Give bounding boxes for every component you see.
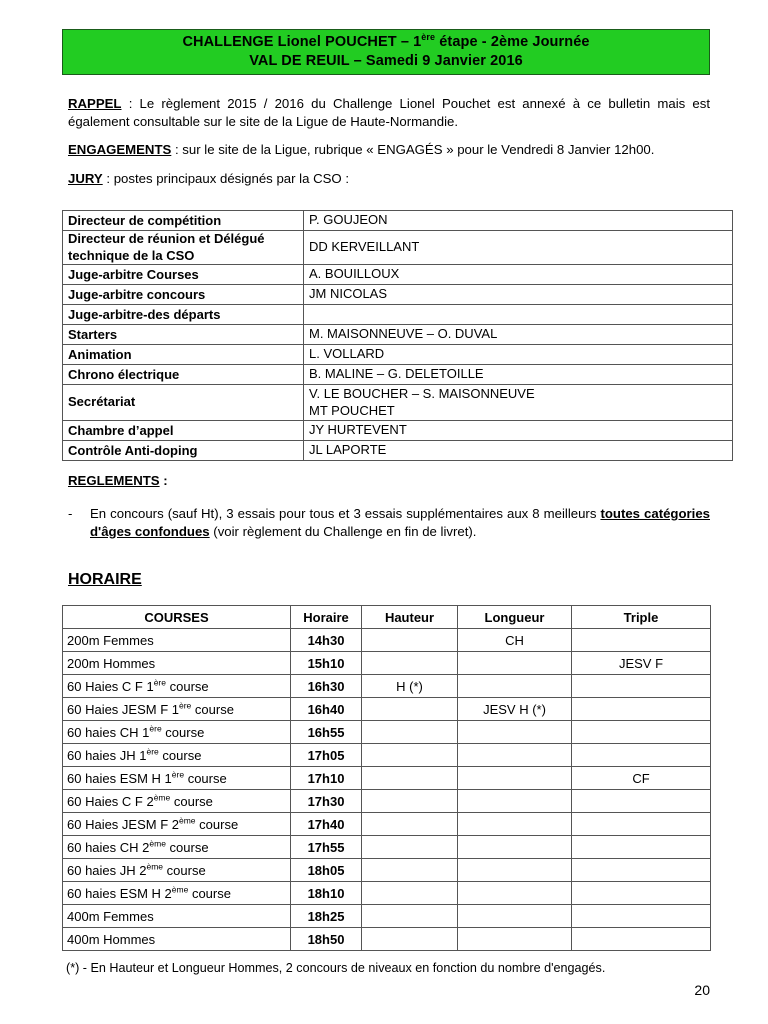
jury-role: [63, 231, 304, 265]
jury-role: Chambre d’appel: [63, 421, 304, 441]
bullet-text-post: (voir règlement du Challenge en fin de livret).: [209, 523, 477, 539]
event-triple: [572, 698, 711, 721]
event-hauteur: [362, 905, 458, 928]
event-hauteur: H (*): [362, 675, 458, 698]
jury-role: Juge-arbitre-des départs: [63, 305, 304, 325]
event-triple: [572, 928, 711, 951]
column-header-horaire: Horaire: [291, 606, 362, 629]
event-name-pre: 200m Femmes: [67, 632, 154, 648]
bullet-text: [90, 505, 710, 540]
jury-person: M. MAISONNEUVE – O. DUVAL: [304, 325, 733, 345]
jury-person: JL LAPORTE: [304, 441, 733, 461]
event-hauteur: [362, 813, 458, 836]
bullet-dash: -: [68, 506, 73, 521]
event-triple: [572, 813, 711, 836]
intro-paragraphs: [68, 95, 710, 187]
event-name-ordinal: ème: [149, 838, 166, 849]
reglements-section: [68, 473, 710, 540]
paragraph-jury: [68, 170, 710, 188]
paragraph-rappel: [68, 95, 710, 130]
event-name-ordinal: ère: [146, 746, 159, 757]
table-row: [63, 231, 733, 265]
event-longueur: [458, 859, 572, 882]
event-time: 14h30: [291, 629, 362, 652]
reglements-heading-text: REGLEMENTS: [68, 473, 160, 488]
jury-role: Animation: [63, 345, 304, 365]
event-hauteur: [362, 882, 458, 905]
event-triple: [572, 721, 711, 744]
event-name-ordinal: ère: [179, 700, 192, 711]
table-row: [63, 859, 711, 882]
event-longueur: [458, 836, 572, 859]
event-time: 18h10: [291, 882, 362, 905]
table-row: [63, 385, 733, 421]
title-banner: [62, 29, 710, 75]
jury-role-line-1: Directeur de réunion et: [68, 231, 211, 246]
event-triple: JESV F: [572, 652, 711, 675]
table-row: [63, 629, 711, 652]
table-row: [63, 882, 711, 905]
event-name-pre: 60 haies ESM H 2: [67, 885, 172, 901]
event-time: 18h05: [291, 859, 362, 882]
jury-person: B. MALINE – G. DELETOILLE: [304, 365, 733, 385]
event-longueur: [458, 767, 572, 790]
event-name-post: course: [161, 724, 205, 740]
rappel-label: RAPPEL: [68, 96, 122, 111]
schedule-table-body: [63, 629, 711, 951]
schedule-table: [62, 605, 711, 951]
event-triple: [572, 790, 711, 813]
event-name-ordinal: ème: [179, 815, 196, 826]
event-longueur: CH: [458, 629, 572, 652]
schedule-header-row: [63, 606, 711, 629]
event-triple: [572, 859, 711, 882]
event-name-post: course: [195, 816, 239, 832]
event-name-pre: 60 Haies JESM F 1: [67, 701, 179, 717]
page-number: 20: [694, 982, 710, 998]
reglements-bullet: [68, 505, 710, 540]
table-row: [63, 421, 733, 441]
event-triple: [572, 882, 711, 905]
event-name-post: course: [170, 793, 213, 809]
event-name-post: course: [184, 770, 227, 786]
column-header-courses: COURSES: [63, 606, 291, 629]
event-name: [63, 744, 291, 767]
table-row: [63, 813, 711, 836]
event-name: [63, 652, 291, 675]
event-name-post: course: [165, 839, 209, 855]
jury-role: Juge-arbitre concours: [63, 285, 304, 305]
jury-person: [304, 231, 733, 265]
jury-role-line-2: Délégué technique de la CSO: [68, 231, 265, 263]
table-row: [63, 836, 711, 859]
event-triple: [572, 744, 711, 767]
event-hauteur: [362, 790, 458, 813]
event-name: [63, 629, 291, 652]
table-row: [63, 652, 711, 675]
table-row: [63, 905, 711, 928]
table-row: [63, 767, 711, 790]
event-time: 18h50: [291, 928, 362, 951]
event-time: 17h10: [291, 767, 362, 790]
jury-role: Starters: [63, 325, 304, 345]
bullet-text-pre: En concours (sauf Ht), 3 essais pour tous et 3 essais supplémentaires aux 8 meilleurs: [90, 506, 601, 521]
event-name-post: course: [191, 701, 234, 717]
table-row: [63, 698, 711, 721]
jury-table: [62, 210, 733, 461]
event-name-ordinal: ère: [153, 677, 166, 688]
table-row: [63, 211, 733, 231]
rappel-text: : Le règlement 2015 / 2016 du Challenge Lionel Pouchet est annexé à ce bulletin mais est également consultable sur le site de la Ligue de Haute-Normandie.: [68, 96, 710, 129]
event-name: [63, 767, 291, 790]
table-row: [63, 721, 711, 744]
table-row: [63, 305, 733, 325]
event-longueur: [458, 905, 572, 928]
event-name-pre: 60 Haies C F 1: [67, 678, 154, 694]
jury-person: A. BOUILLOUX: [304, 265, 733, 285]
jury-table-body: [63, 211, 733, 461]
event-name: [63, 905, 291, 928]
event-hauteur: [362, 836, 458, 859]
event-longueur: [458, 652, 572, 675]
jury-person: [304, 305, 733, 325]
event-hauteur: [362, 928, 458, 951]
event-hauteur: [362, 652, 458, 675]
event-hauteur: [362, 698, 458, 721]
event-hauteur: [362, 859, 458, 882]
jury-role: Secrétariat: [63, 385, 304, 421]
event-name-pre: 400m Femmes: [67, 908, 154, 924]
event-name-pre: 400m Hommes: [67, 931, 156, 947]
event-time: 17h55: [291, 836, 362, 859]
event-longueur: [458, 744, 572, 767]
table-row: [63, 928, 711, 951]
event-name-pre: 60 haies JH 1: [67, 747, 147, 763]
event-name: [63, 790, 291, 813]
event-name-pre: 60 Haies C F 2: [67, 793, 154, 809]
table-row: [63, 265, 733, 285]
event-longueur: [458, 675, 572, 698]
table-row: [63, 345, 733, 365]
event-name: [63, 675, 291, 698]
table-row: [63, 441, 733, 461]
event-time: 15h10: [291, 652, 362, 675]
event-hauteur: [362, 629, 458, 652]
jury-role: Juge-arbitre Courses: [63, 265, 304, 285]
event-time: 17h40: [291, 813, 362, 836]
event-longueur: [458, 721, 572, 744]
event-name-post: course: [163, 862, 206, 878]
event-time: 18h25: [291, 905, 362, 928]
reglements-heading: [68, 473, 710, 488]
event-name-pre: 60 haies ESM H 1: [67, 770, 172, 786]
jury-role: Chrono électrique: [63, 365, 304, 385]
event-longueur: [458, 790, 572, 813]
event-triple: [572, 675, 711, 698]
jury-role: Directeur de compétition: [63, 211, 304, 231]
event-name-ordinal: ère: [149, 723, 162, 734]
jury-person-line-2: MT POUCHET: [309, 402, 395, 418]
table-row: [63, 744, 711, 767]
bullet-text-emphasis: toutes catégories d'âges confondues: [90, 506, 710, 539]
event-longueur: JESV H (*): [458, 698, 572, 721]
event-name: [63, 698, 291, 721]
reglements-heading-suffix: :: [159, 473, 168, 488]
event-hauteur: [362, 721, 458, 744]
event-time: 17h05: [291, 744, 362, 767]
jury-role: Contrôle Anti-doping: [63, 441, 304, 461]
event-name: [63, 928, 291, 951]
event-name-pre: 60 haies CH 2: [67, 839, 150, 855]
banner-title-line-2: VAL DE REUIL – Samedi 9 Janvier 2016: [249, 53, 523, 69]
table-row: [63, 365, 733, 385]
paragraph-engagements: [68, 141, 710, 159]
banner-title-line-1-pre: CHALLENGE Lionel POUCHET – 1: [182, 34, 422, 50]
event-name-pre: 60 haies JH 2: [67, 862, 147, 878]
column-header-hauteur: Hauteur: [362, 606, 458, 629]
jury-person: L. VOLLARD: [304, 345, 733, 365]
schedule-footnote: (*) - En Hauteur et Longueur Hommes, 2 concours de niveaux en fonction du nombre d'engagés.: [66, 961, 606, 975]
event-name-post: course: [158, 747, 202, 763]
event-longueur: [458, 813, 572, 836]
jury-person-line-1: V. LE BOUCHER – S. MAISONNEUVE: [309, 386, 535, 401]
column-header-longueur: Longueur: [458, 606, 572, 629]
event-longueur: [458, 928, 572, 951]
jury-label: JURY: [68, 170, 103, 186]
jury-person: JY HURTEVENT: [304, 421, 733, 441]
event-name: [63, 813, 291, 836]
event-triple: CF: [572, 767, 711, 790]
event-name-post: course: [166, 678, 209, 694]
event-name-ordinal: ème: [146, 861, 164, 872]
event-triple: [572, 905, 711, 928]
event-name: [63, 836, 291, 859]
event-name-pre: 60 haies CH 1: [67, 724, 150, 740]
event-time: 16h40: [291, 698, 362, 721]
banner-title-ordinal-suffix: ère: [421, 32, 436, 43]
event-triple: [572, 836, 711, 859]
table-row: [63, 790, 711, 813]
table-row: [63, 325, 733, 345]
event-time: 16h55: [291, 721, 362, 744]
event-name-ordinal: ème: [171, 884, 189, 895]
banner-title-line-1: [182, 33, 589, 52]
schedule-table-head: [63, 606, 711, 629]
event-name-ordinal: ère: [171, 769, 185, 780]
jury-person: P. GOUJEON: [304, 211, 733, 231]
column-header-triple: Triple: [572, 606, 711, 629]
table-row: [63, 285, 733, 305]
event-hauteur: [362, 744, 458, 767]
event-name: [63, 882, 291, 905]
horaire-heading: HORAIRE: [68, 571, 142, 588]
engagements-text: : sur le site de la Ligue, rubrique « ENGAGÉS » pour le Vendredi 8 Janvier 12h00.: [171, 142, 655, 157]
event-name: [63, 721, 291, 744]
event-hauteur: [362, 767, 458, 790]
event-time: 17h30: [291, 790, 362, 813]
event-triple: [572, 629, 711, 652]
event-name-pre: 60 Haies JESM F 2: [67, 816, 179, 832]
event-name-pre: 200m Hommes: [67, 655, 156, 671]
event-name-post: course: [188, 885, 231, 901]
jury-person-line-1: DD KERVEILLANT: [309, 239, 420, 255]
engagements-label: ENGAGEMENTS: [68, 142, 172, 157]
event-name-ordinal: ème: [153, 792, 171, 803]
event-time: 16h30: [291, 675, 362, 698]
banner-title-line-1-post: étape - 2ème Journée: [435, 34, 590, 50]
event-longueur: [458, 882, 572, 905]
table-row: [63, 675, 711, 698]
event-name: [63, 859, 291, 882]
jury-person: JM NICOLAS: [304, 285, 733, 305]
jury-text: : postes principaux désignés par la CSO :: [102, 170, 349, 186]
jury-person: [304, 385, 733, 421]
